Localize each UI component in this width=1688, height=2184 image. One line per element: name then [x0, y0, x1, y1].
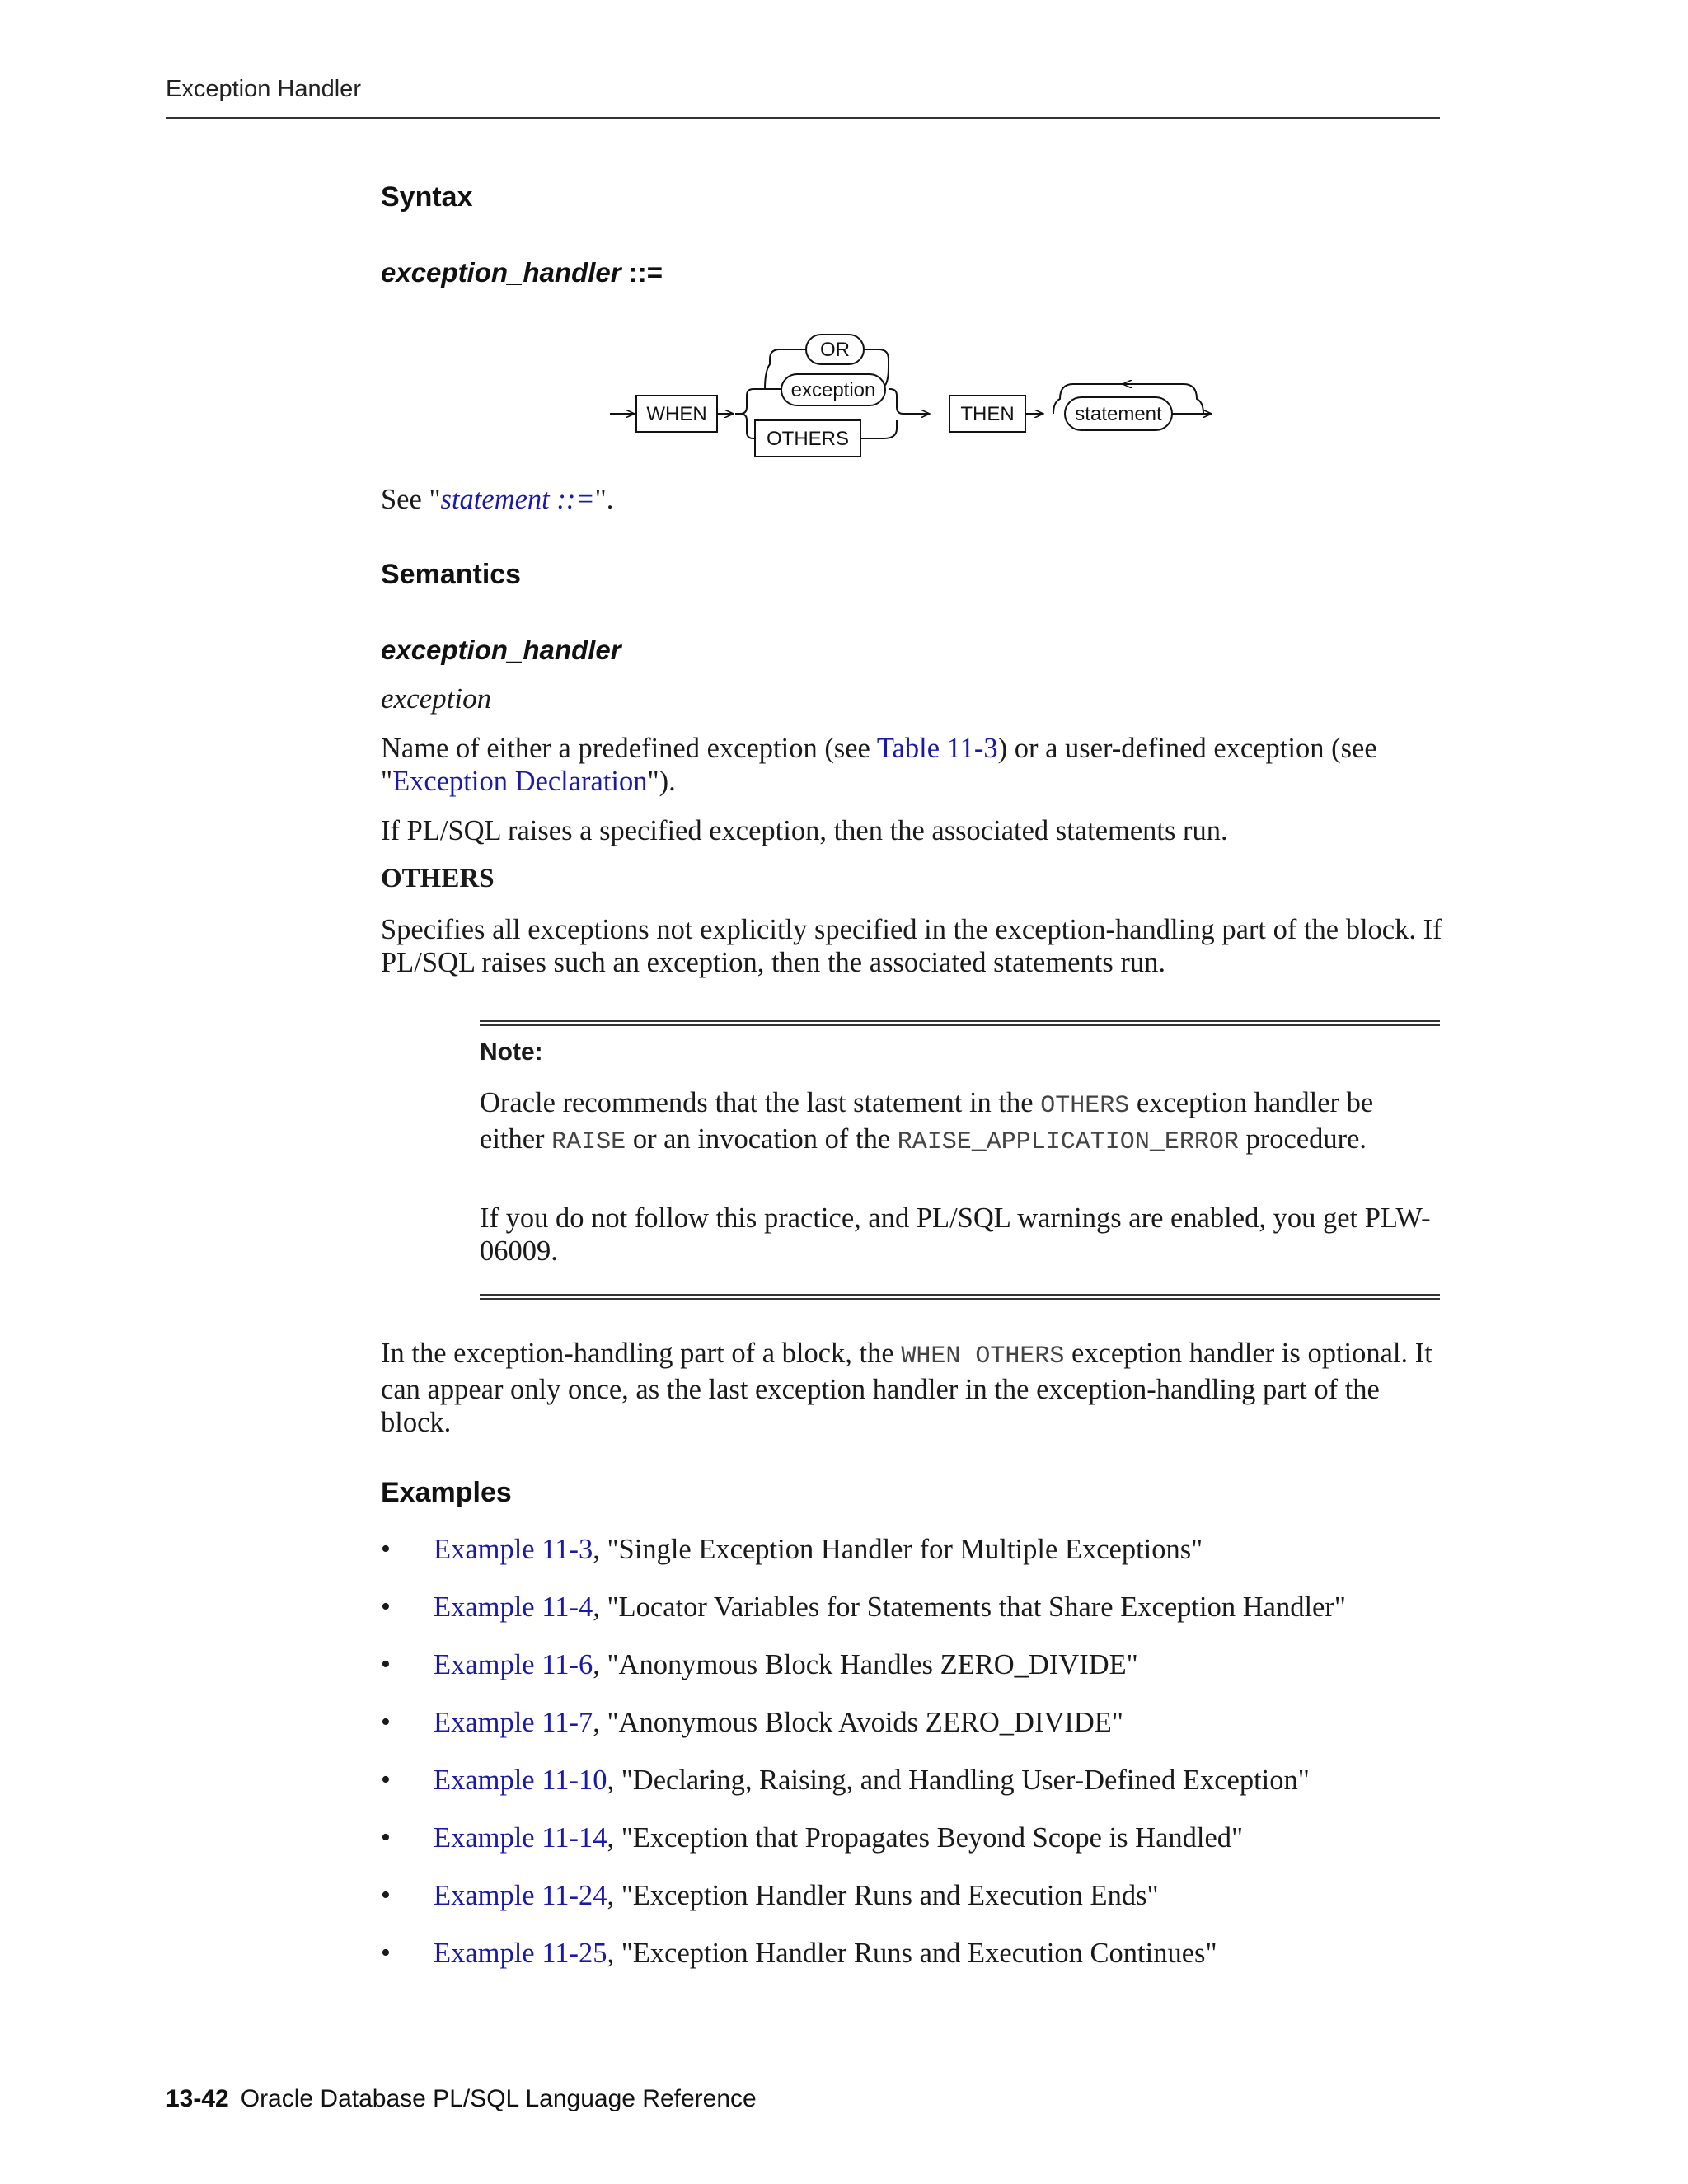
example-link[interactable]: Example 11-4 — [434, 1591, 593, 1623]
production-name: exception_handler — [381, 257, 621, 288]
example-title: , "Anonymous Block Handles ZERO_DIVIDE" — [593, 1649, 1138, 1680]
list-item — [381, 1879, 1346, 1937]
list-item — [381, 1821, 1346, 1879]
list-item — [381, 1591, 1346, 1648]
running-header: Exception Handler — [166, 76, 361, 102]
table-11-3-link[interactable]: Table 11-3 — [876, 733, 998, 764]
bullet-icon: • — [381, 1938, 391, 1968]
when-others-description — [381, 1337, 1444, 1439]
example-link[interactable]: Example 11-7 — [434, 1707, 593, 1738]
see-prefix: See " — [381, 484, 441, 515]
exception-description — [381, 732, 1444, 798]
statement-term: statement — [1075, 403, 1162, 425]
note-text: procedure. — [1238, 1123, 1367, 1155]
note-paragraph-1 — [480, 1086, 1440, 1159]
list-item — [381, 1533, 1346, 1591]
example-title: , "Exception Handler Runs and Execution Ends" — [607, 1880, 1159, 1911]
list-item — [381, 1648, 1346, 1706]
example-link[interactable]: Example 11-14 — [434, 1822, 607, 1854]
header-rule — [166, 117, 1440, 119]
example-link[interactable]: Example 11-6 — [434, 1649, 593, 1680]
exception-desc-part: ) or a user-defined exception (see " — [381, 733, 1377, 797]
others-keyword: OTHERS — [766, 428, 850, 450]
note-title: Note: — [480, 1038, 543, 1066]
example-title: , "Single Exception Handler for Multiple Exceptions" — [593, 1534, 1203, 1565]
note-code-others: OTHERS — [1040, 1092, 1130, 1120]
others-term-heading: OTHERS — [381, 864, 495, 893]
when-others-text: In the exception-handling part of a block, the — [381, 1338, 902, 1369]
when-keyword: WHEN — [646, 403, 707, 425]
others-description: Specifies all exceptions not explicitly specified in the exception-handling part of the block. If PL/SQL raises such an exception, then the associated statements run. — [381, 914, 1442, 978]
note-code-raise: RAISE — [551, 1128, 626, 1156]
example-link[interactable]: Example 11-3 — [434, 1534, 593, 1565]
bullet-icon: • — [381, 1591, 391, 1622]
example-link[interactable]: Example 11-24 — [434, 1880, 607, 1911]
bullet-icon: • — [381, 1649, 391, 1680]
production-heading — [381, 257, 663, 288]
example-link[interactable]: Example 11-10 — [434, 1765, 607, 1796]
example-title: , "Anonymous Block Avoids ZERO_DIVIDE" — [593, 1707, 1123, 1738]
when-others-code: WHEN OTHERS — [901, 1343, 1065, 1371]
bullet-icon: • — [381, 1707, 391, 1737]
list-item — [381, 1937, 1346, 1994]
example-title: , "Declaring, Raising, and Handling User-Defined Exception" — [607, 1765, 1310, 1796]
note-text: Oracle recommends that the last statement in the — [480, 1087, 1041, 1118]
syntax-heading: Syntax — [381, 181, 473, 213]
see-statement-line — [381, 483, 1444, 516]
production-operator: ::= — [628, 257, 663, 288]
note-top-rule — [480, 1020, 1440, 1026]
example-link[interactable]: Example 11-25 — [434, 1938, 607, 1969]
bullet-icon: • — [381, 1822, 391, 1853]
note-text: or an invocation of the — [626, 1123, 898, 1155]
examples-list — [381, 1533, 1346, 1994]
examples-heading: Examples — [381, 1477, 512, 1508]
or-keyword: OR — [820, 339, 850, 361]
semantics-subheading: exception_handler — [381, 635, 621, 665]
semantics-heading: Semantics — [381, 559, 522, 590]
syntax-diagram — [602, 313, 1228, 462]
note-code-raise-application-error: RAISE_APPLICATION_ERROR — [897, 1128, 1239, 1156]
example-title: , "Exception Handler Runs and Execution Continues" — [607, 1938, 1217, 1969]
then-keyword: THEN — [960, 403, 1015, 425]
bullet-icon: • — [381, 1534, 391, 1564]
exception-term: exception — [790, 379, 876, 401]
list-item — [381, 1764, 1346, 1821]
exception-desc-part: "). — [647, 766, 676, 797]
exception-term-heading: exception — [381, 682, 492, 715]
list-item — [381, 1706, 1346, 1764]
when-others-text: exception handler is optional. It can appear only once, as the last exception handler in the exception-handling part of the block. — [381, 1338, 1432, 1438]
bullet-icon: • — [381, 1765, 391, 1795]
exception-run-text: If PL/SQL raises a specified exception, then the associated statements run. — [381, 815, 1228, 846]
example-title: , "Exception that Propagates Beyond Scope is Handled" — [607, 1822, 1244, 1854]
example-title: , "Locator Variables for Statements that Share Exception Handler" — [593, 1591, 1346, 1623]
note-box — [480, 1020, 1440, 1299]
bullet-icon: • — [381, 1880, 391, 1910]
exception-desc-part: Name of either a predefined exception (see — [381, 733, 877, 764]
note-paragraph-2: If you do not follow this practice, and PL/SQL warnings are enabled, you get PLW-06009. — [480, 1202, 1431, 1267]
book-title: Oracle Database PL/SQL Language Reference — [240, 2085, 757, 2112]
statement-link[interactable]: statement ::= — [440, 484, 595, 515]
exception-declaration-link[interactable]: Exception Declaration — [392, 766, 648, 797]
note-bottom-rule — [480, 1294, 1440, 1300]
page-number: 13-42 — [166, 2085, 229, 2112]
page-footer — [166, 2085, 757, 2113]
note-text: exception handler be either — [480, 1087, 1374, 1155]
see-suffix: ". — [594, 484, 614, 515]
